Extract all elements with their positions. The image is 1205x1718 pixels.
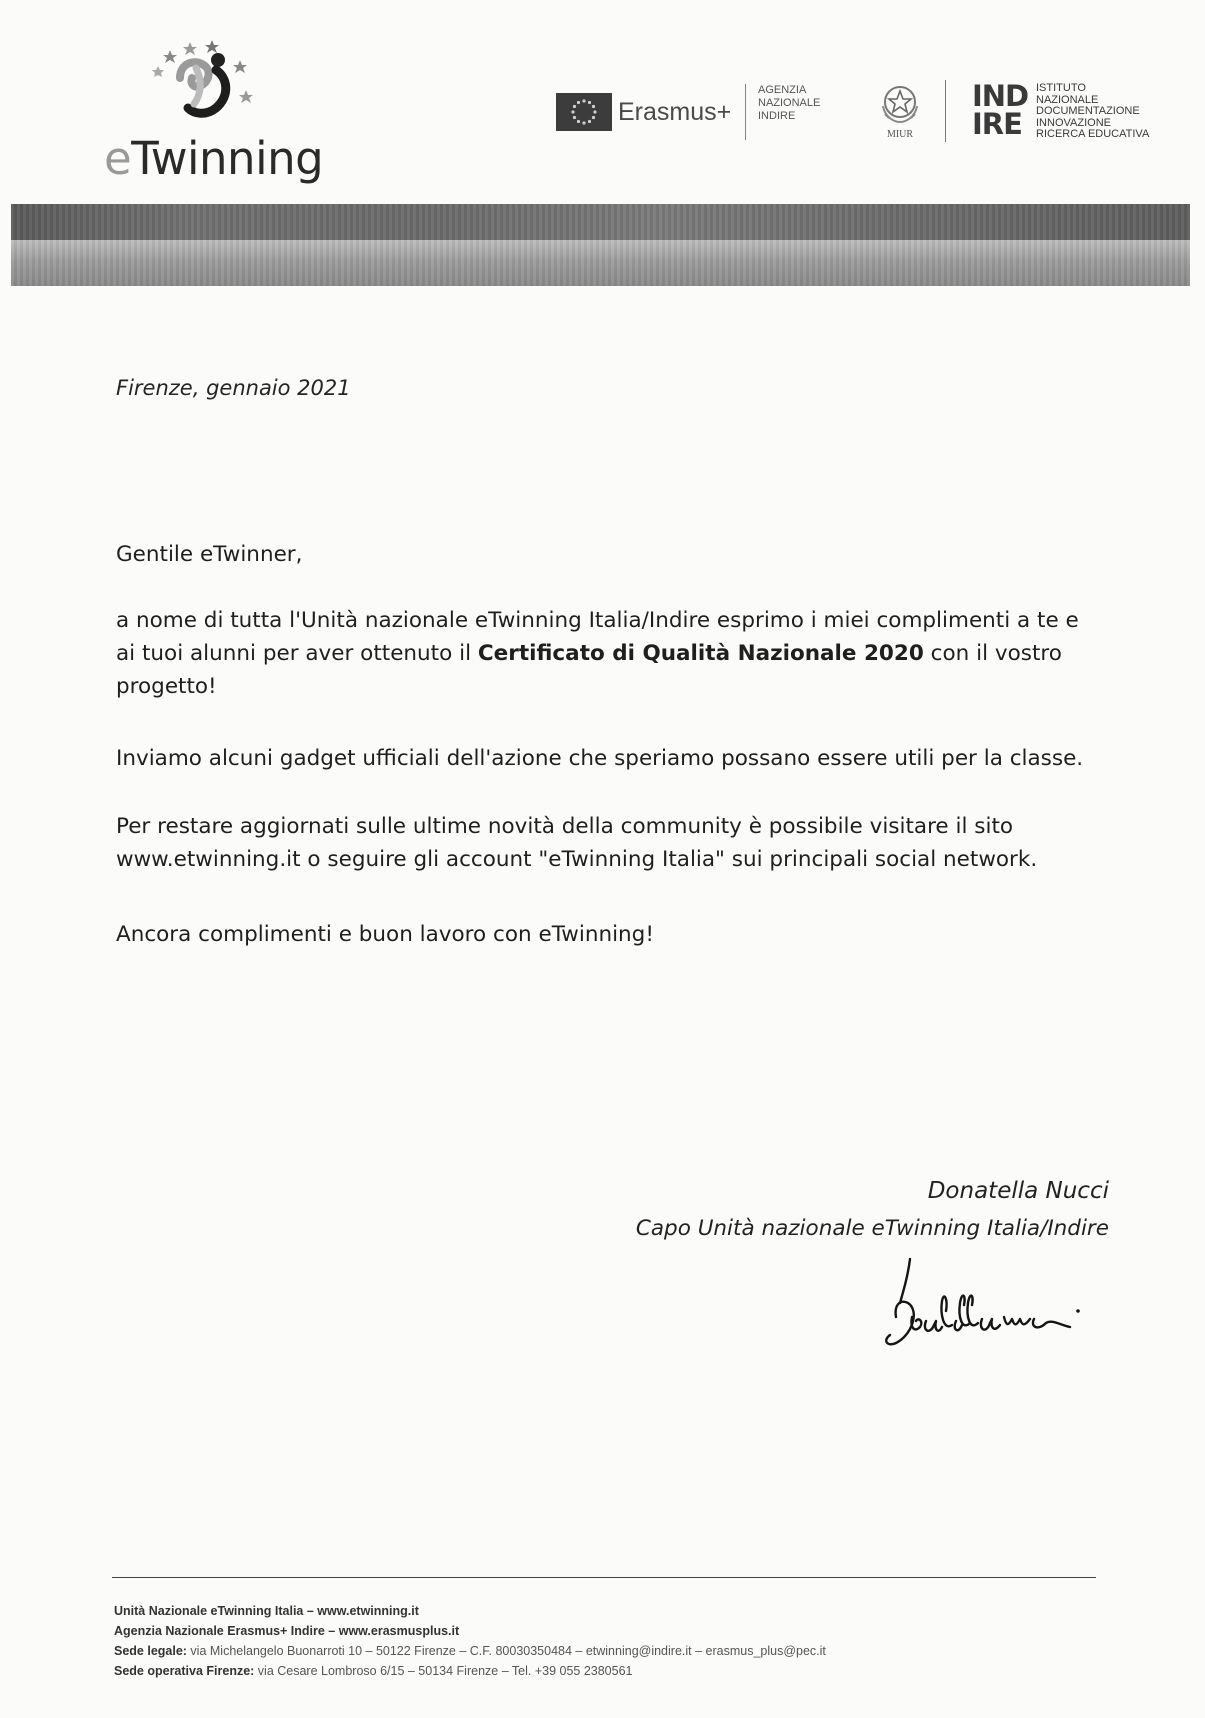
header-band-texture	[11, 204, 1190, 286]
signatory-name: Donatella Nucci	[927, 1178, 1109, 1204]
logo-divider	[945, 80, 946, 142]
eu-flag-icon	[556, 93, 612, 131]
indire-mark: IND IRE	[972, 79, 1029, 141]
footer-divider	[112, 1577, 1096, 1578]
etwinning-wordmark: eTwinning	[104, 132, 324, 185]
erasmus-logo	[556, 93, 731, 131]
indire-logo	[972, 79, 1162, 142]
handwritten-signature	[860, 1255, 1110, 1370]
paragraph-community: Per restare aggiornati sulle ultime novità della community è possibile visitare il sito www.etwinning.it o seguire gli account "eTwinning Italia" sui principali social network.	[116, 814, 1038, 872]
miur-logo: MIUR	[875, 80, 925, 142]
italian-emblem-icon	[875, 80, 925, 128]
footer-operative-address: Sede operativa Firenze: via Cesare Lombroso 6/15 – 50134 Firenze – Tel. +39 055 2380561	[114, 1664, 633, 1678]
footer-agency: Agenzia Nazionale Erasmus+ Indire – www.erasmusplus.it	[114, 1624, 460, 1638]
etwinning-logo	[100, 38, 340, 188]
agenzia-nazionale-indire: AGENZIA NAZIONALE INDIRE	[745, 84, 848, 140]
etwinning-figure-icon	[150, 38, 290, 138]
greeting: Gentile eTwinner,	[116, 542, 303, 567]
erasmus-label: Erasmus+	[618, 97, 732, 126]
letter-date: Firenze, gennaio 2021	[116, 376, 351, 400]
signatory-role: Capo Unità nazionale eTwinning Italia/Indire	[635, 1216, 1109, 1241]
paragraph-congratulations: a nome di tutta l'Unità nazionale eTwinning Italia/Indire esprimo i miei complimenti a te e ai tuoi alunni per aver ottenuto il Certificato di Qualità Nazionale 2020 con il vostro progetto!	[116, 608, 1079, 699]
footer	[114, 1601, 826, 1681]
paragraph-gadgets: Inviamo alcuni gadget ufficiali dell'azione che speriamo possano essere utili per la classe.	[116, 746, 1084, 771]
certificate-name: Certificato di Qualità Nazionale 2020	[477, 641, 924, 666]
paragraph-closing: Ancora complimenti e buon lavoro con eTwinning!	[116, 922, 654, 947]
footer-legal-address: Sede legale: via Michelangelo Buonarroti 10 – 50122 Firenze – C.F. 80030350484 – etwinning@indire.it – erasmus_plus@pec.it	[114, 1644, 826, 1658]
footer-unit: Unità Nazionale eTwinning Italia – www.etwinning.it	[114, 1604, 419, 1618]
indire-full-name: ISTITUTO NAZIONALE DOCUMENTAZIONE INNOVAZIONE RICERCA EDUCATIVA	[1036, 82, 1150, 140]
